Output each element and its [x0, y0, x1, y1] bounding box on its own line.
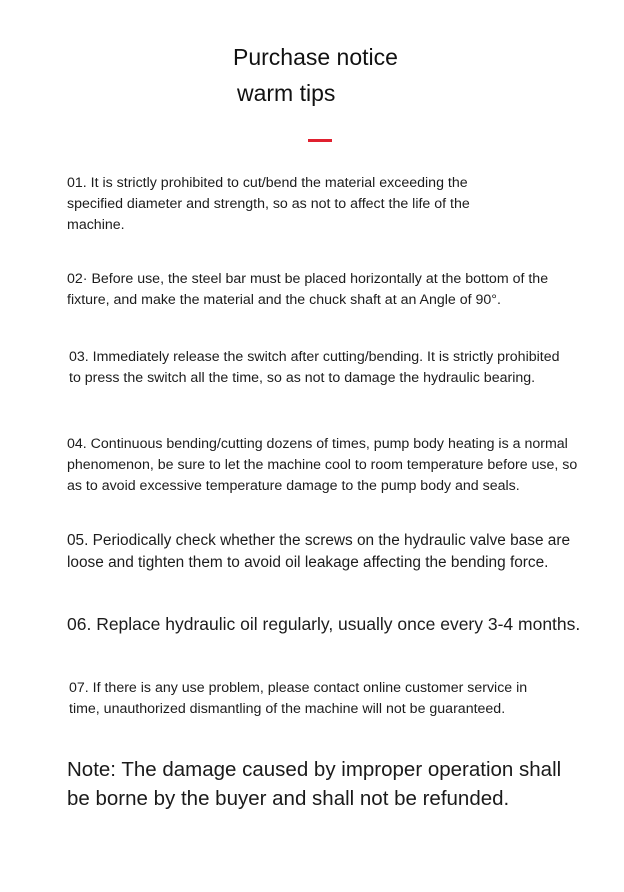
- tip-06: 06. Replace hydraulic oil regularly, usually once every 3-4 months.: [67, 614, 581, 634]
- tip-07: 07. If there is any use problem, please contact online customer service in time, unauthorized dismantling of the machine will not be guaranteed.: [69, 680, 528, 717]
- accent-divider: [308, 139, 332, 142]
- tip-04: 04. Continuous bending/cutting dozens of times, pump body heating is a normal phenomenon, be sure to let the machine cool to room temperature before use, so as to avoid excessive temperature damage to the pump body and seals.: [67, 436, 578, 494]
- tip-02: 02· Before use, the steel bar must be placed horizontally at the bottom of the fixture, and make the material and the chuck shaft at an Angle of 90°.: [67, 271, 549, 308]
- tip-01: 01. It is strictly prohibited to cut/bend the material exceeding the specified diameter and strength, so as not to affect the life of the machine.: [67, 175, 470, 233]
- tip-05: 05. Periodically check whether the screws on the hydraulic valve base are loose and tighten them to avoid oil leakage affecting the bending force.: [67, 532, 571, 571]
- tip-03: 03. Immediately release the switch after cutting/bending. It is strictly prohibited to press the switch all the time, so as not to damage the hydraulic bearing.: [69, 349, 560, 386]
- page-title: Purchase notice: [233, 44, 398, 70]
- disclaimer-note: Note: The damage caused by improper operation shall be borne by the buyer and shall not be refunded.: [67, 758, 562, 810]
- page-subtitle: warm tips: [237, 80, 336, 106]
